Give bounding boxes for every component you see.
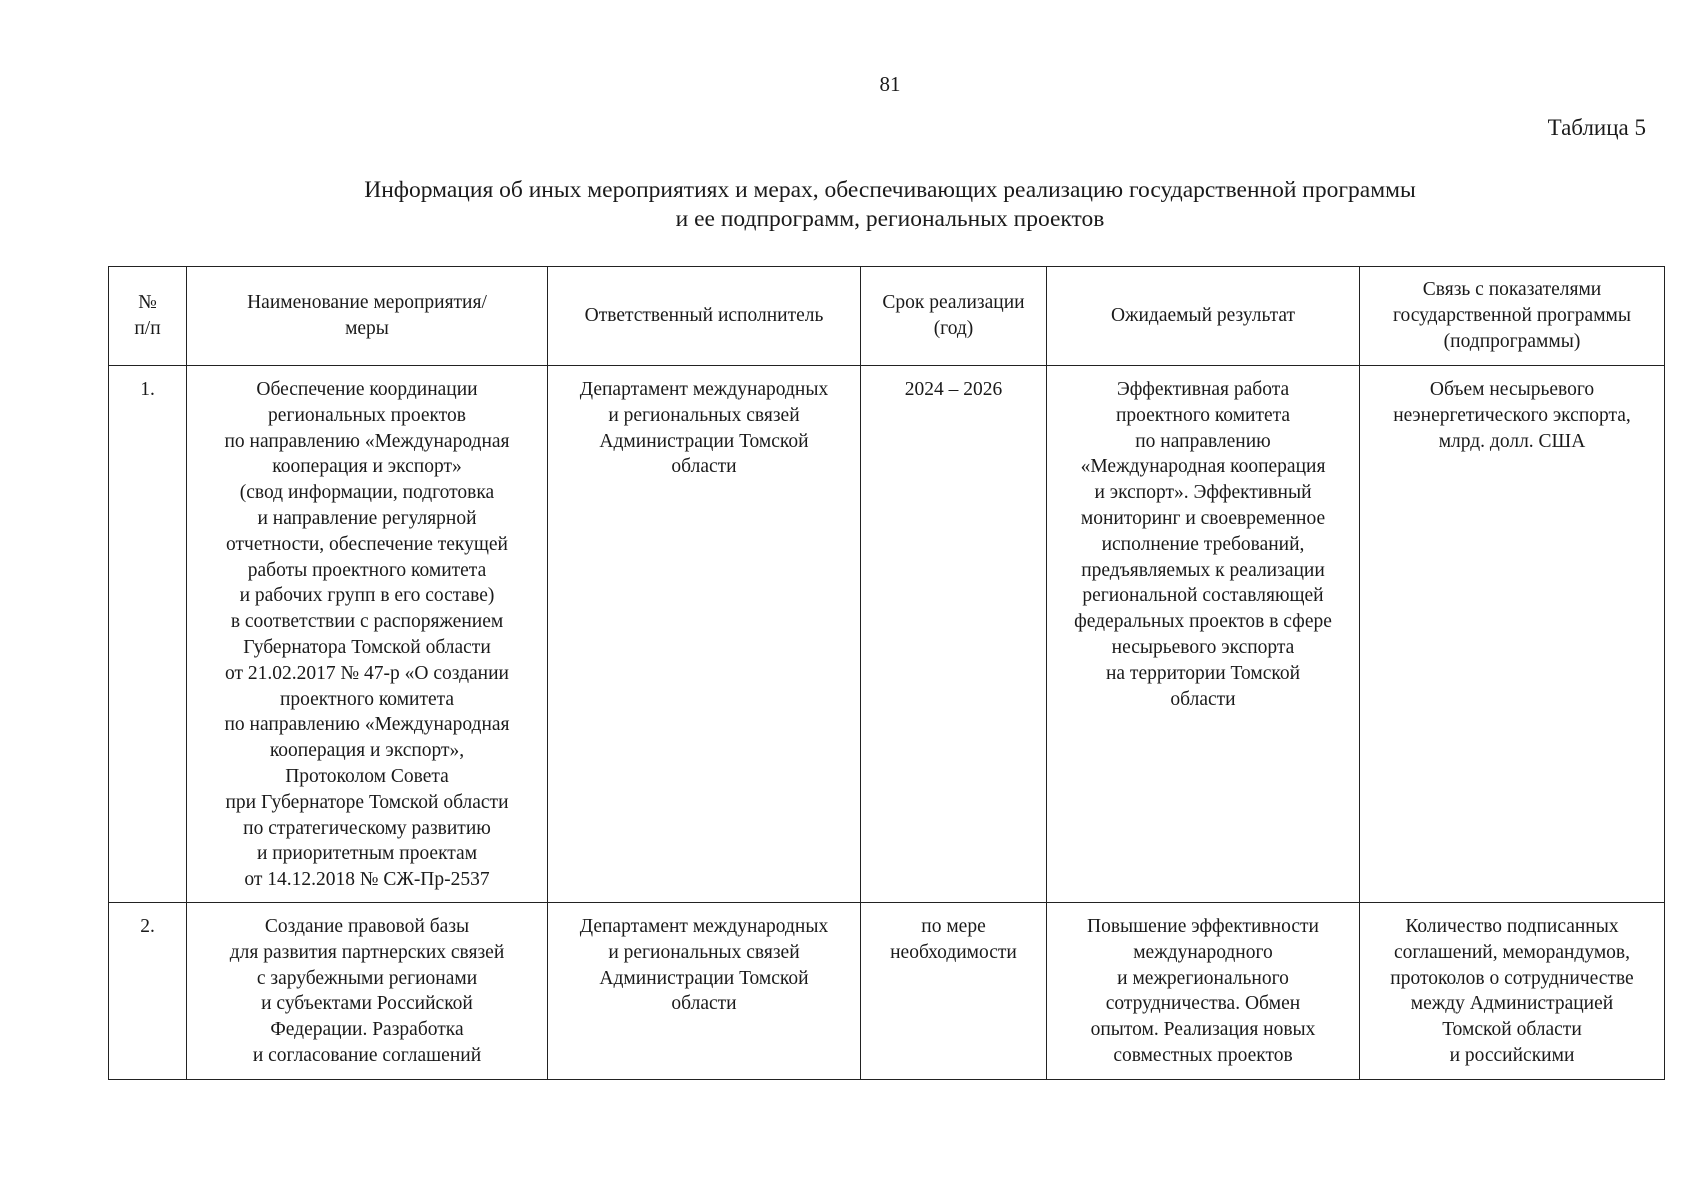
text-line: Администрации Томской bbox=[599, 967, 809, 989]
text-line: мониторинг и своевременное bbox=[1080, 507, 1326, 529]
text-line: региональной составляющей bbox=[1082, 585, 1324, 607]
text-line: отчетности, обеспечение текущей bbox=[226, 533, 508, 555]
header-period bbox=[861, 267, 1047, 366]
table-row bbox=[109, 903, 1665, 1080]
text-line: протоколов о сотрудничестве bbox=[1390, 967, 1634, 989]
text-line: области bbox=[1170, 688, 1236, 710]
text-line: и рабочих групп в его составе) bbox=[239, 585, 495, 607]
header-executor bbox=[548, 267, 861, 366]
text-line: Томской области bbox=[1442, 1019, 1582, 1041]
cell-period bbox=[861, 366, 1047, 903]
header-result bbox=[1047, 267, 1360, 366]
document-title bbox=[0, 176, 1698, 234]
text-line: Департамент международных bbox=[579, 379, 829, 400]
text-line: 2024 – 2026 bbox=[904, 379, 1003, 400]
text-line: и региональных связей bbox=[608, 941, 800, 963]
text-line: и российскими bbox=[1449, 1044, 1575, 1066]
cell-executor bbox=[548, 903, 861, 1080]
title-line-2: и ее подпрограмм, региональных проектов bbox=[675, 206, 1105, 232]
text-line: по мере bbox=[921, 916, 986, 937]
text-line: по направлению «Международная bbox=[224, 714, 510, 736]
text-line: работы проектного комитета bbox=[247, 559, 487, 581]
text-line: по направлению «Международная bbox=[224, 430, 510, 452]
header-name bbox=[187, 267, 548, 366]
page-number: 81 bbox=[879, 72, 901, 96]
text-line: области bbox=[671, 993, 737, 1015]
text-line: (год) bbox=[933, 318, 974, 339]
text-line: Федерации. Разработка bbox=[270, 1019, 464, 1041]
text-line: и приоритетным проектам bbox=[256, 843, 478, 865]
text-line: Наименование мероприятия/ bbox=[247, 292, 487, 314]
text-line: проектного комитета bbox=[279, 688, 455, 710]
text-line: соглашений, меморандумов, bbox=[1393, 941, 1631, 963]
text-line: (подпрограммы) bbox=[1443, 330, 1581, 352]
text-line: для развития партнерских связей bbox=[229, 941, 505, 963]
text-line: (свод информации, подготовка bbox=[239, 482, 495, 504]
text-line: несырьевого экспорта bbox=[1111, 636, 1295, 658]
text-line: «Международная кооперация bbox=[1080, 456, 1326, 478]
text-line: по стратегическому развитию bbox=[243, 817, 491, 839]
text-line: Количество подписанных bbox=[1405, 916, 1619, 937]
text-line: Департамент международных bbox=[579, 916, 829, 937]
text-line: при Губернаторе Томской области bbox=[225, 791, 509, 813]
cell-num: 1. bbox=[109, 366, 187, 903]
text-line: государственной программы bbox=[1393, 305, 1631, 327]
cell-result bbox=[1047, 903, 1360, 1080]
text-line: сотрудничества. Обмен bbox=[1105, 993, 1301, 1015]
text-line: и региональных связей bbox=[608, 404, 800, 426]
text-line: меры bbox=[345, 318, 389, 339]
cell-executor bbox=[548, 366, 861, 903]
cell-num: 2. bbox=[109, 903, 187, 1080]
header-num bbox=[109, 267, 187, 366]
text-line: по направлению bbox=[1135, 430, 1271, 452]
text-line: Администрации Томской bbox=[599, 430, 809, 452]
cell-link bbox=[1360, 903, 1665, 1080]
text-line: федеральных проектов в сфере bbox=[1074, 611, 1332, 633]
text-line: проектного комитета bbox=[1115, 404, 1291, 426]
text-line: Ожидаемый результат bbox=[1110, 305, 1296, 327]
text-line: Связь с показателями bbox=[1422, 279, 1602, 301]
text-line: кооперация и экспорт», bbox=[269, 740, 465, 762]
text-line: и экспорт». Эффективный bbox=[1094, 482, 1312, 504]
text-line: необходимости bbox=[890, 941, 1017, 963]
text-line: неэнергетического экспорта, bbox=[1393, 404, 1631, 426]
text-line: Протоколом Совета bbox=[285, 765, 449, 787]
text-line: и направление регулярной bbox=[257, 507, 477, 529]
text-line: Создание правовой базы bbox=[264, 916, 470, 937]
text-line: опытом. Реализация новых bbox=[1090, 1019, 1316, 1041]
text-line: Эффективная работа bbox=[1116, 379, 1290, 400]
text-line: Объем несырьевого bbox=[1429, 379, 1595, 400]
text-line: предъявляемых к реализации bbox=[1081, 559, 1325, 581]
text-line: и субъектами Российской bbox=[261, 993, 473, 1015]
text-line: региональных проектов bbox=[268, 404, 466, 426]
text-line: на территории Томской bbox=[1105, 662, 1301, 684]
text-line: с зарубежными регионами bbox=[256, 967, 478, 989]
table-label: Таблица 5 bbox=[1547, 115, 1646, 140]
text-line: № bbox=[138, 292, 157, 314]
table-row bbox=[109, 366, 1665, 903]
cell-name bbox=[187, 903, 548, 1080]
cell-period bbox=[861, 903, 1047, 1080]
text-line: от 14.12.2018 № СЖ-Пр-2537 bbox=[244, 869, 490, 891]
text-line: кооперация и экспорт» bbox=[272, 456, 462, 478]
measures-table bbox=[108, 266, 1665, 1080]
text-line: от 21.02.2017 № 47-р «О создании bbox=[225, 662, 509, 684]
text-line: Повышение эффективности bbox=[1087, 916, 1319, 937]
text-line: исполнение требований, bbox=[1101, 533, 1305, 555]
text-line: Ответственный исполнитель bbox=[584, 305, 824, 327]
cell-name bbox=[187, 366, 548, 903]
header-link bbox=[1360, 267, 1665, 366]
text-line: международного bbox=[1133, 941, 1273, 963]
text-line: п/п bbox=[134, 318, 161, 339]
text-line: в соответствии с распоряжением bbox=[230, 611, 504, 633]
cell-result bbox=[1047, 366, 1360, 903]
text-line: Срок реализации bbox=[882, 292, 1025, 314]
text-line: и межрегионального bbox=[1117, 967, 1289, 989]
text-line: млрд. долл. США bbox=[1438, 430, 1586, 452]
table-header-row bbox=[109, 267, 1665, 366]
cell-link bbox=[1360, 366, 1665, 903]
text-line: и согласование соглашений bbox=[252, 1044, 482, 1066]
text-line: Обеспечение координации bbox=[256, 379, 478, 400]
text-line: Губернатора Томской области bbox=[243, 636, 491, 658]
text-line: между Администрацией bbox=[1410, 993, 1614, 1015]
title-line-1: Информация об иных мероприятиях и мерах, обеспечивающих реализацию государственной программы bbox=[364, 177, 1416, 203]
text-line: совместных проектов bbox=[1113, 1044, 1293, 1066]
text-line: области bbox=[671, 456, 737, 478]
